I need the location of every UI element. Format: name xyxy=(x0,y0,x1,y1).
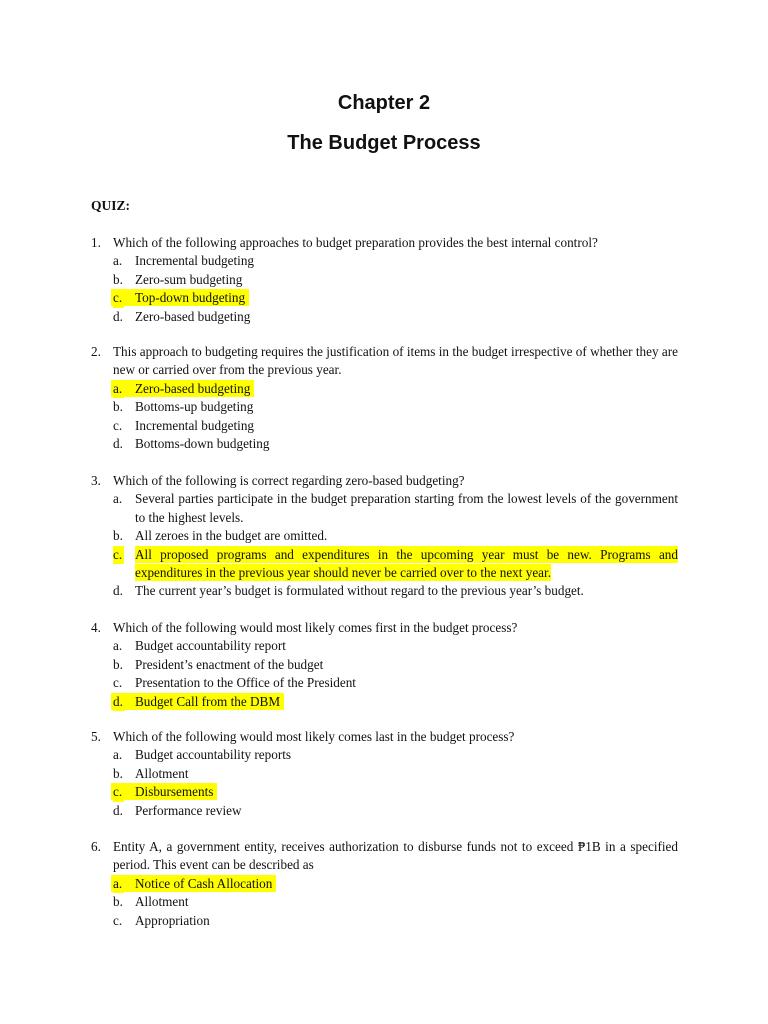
option-letter: a. xyxy=(113,875,124,893)
question-text: This approach to budgeting requires the justification of items in the budget irrespective of whether they are new or carried over from the previous year. xyxy=(113,344,678,378)
option-text: Budget accountability reports xyxy=(135,747,292,763)
answer-option xyxy=(91,435,678,453)
answer-option xyxy=(91,398,678,416)
question-3 xyxy=(91,472,678,601)
question-2 xyxy=(91,343,678,453)
option-letter: d. xyxy=(113,308,123,324)
highlighted-answer: Disbursements xyxy=(111,783,217,800)
answer-option xyxy=(91,893,678,911)
answer-option xyxy=(91,252,678,270)
question-6 xyxy=(91,838,678,930)
quiz-label: QUIZ: xyxy=(91,198,131,213)
question-text: Which of the following would most likely comes first in the budget process? xyxy=(113,620,518,635)
question-text: Which of the following approaches to budget preparation provides the best internal control? xyxy=(113,235,598,250)
answer-option xyxy=(91,765,678,783)
option-letter: b. xyxy=(113,271,123,287)
answer-option xyxy=(91,271,678,289)
option-letter: b. xyxy=(113,894,123,910)
option-letter: a. xyxy=(113,253,123,269)
answer-option xyxy=(91,783,678,801)
option-letter: a. xyxy=(113,380,124,398)
highlighted-answer: All proposed programs and expenditures in the upcoming year must be new. Programs and expenditures in the previous year should never be carried over to the next year. xyxy=(135,546,678,581)
option-letter: d. xyxy=(113,583,123,599)
answer-option xyxy=(91,693,678,711)
highlighted-answer: Notice of Cash Allocation xyxy=(111,875,276,892)
answer-option xyxy=(91,674,678,692)
option-text: Bottoms-down budgeting xyxy=(135,436,270,452)
option-letter: d. xyxy=(113,802,123,818)
answer-option xyxy=(91,308,678,326)
question-stem xyxy=(91,619,678,637)
option-text: The current year’s budget is formulated without regard to the previous year’s budget. xyxy=(135,583,584,599)
option-letter: c. xyxy=(113,783,124,801)
option-letter: c. xyxy=(113,675,123,691)
option-text: President’s enactment of the budget xyxy=(135,656,324,672)
question-number: 1. xyxy=(91,235,101,250)
option-letter: c. xyxy=(113,289,124,307)
answer-option xyxy=(91,875,678,893)
answer-option xyxy=(91,380,678,398)
answer-option xyxy=(91,289,678,307)
chapter-heading: Chapter 2 xyxy=(337,92,431,114)
option-letter: d. xyxy=(113,693,125,711)
option-text: Allotment xyxy=(135,765,189,781)
option-text: Zero-sum budgeting xyxy=(135,271,243,287)
option-text: Budget accountability report xyxy=(135,638,286,654)
question-number: 2. xyxy=(91,344,101,359)
option-letter: a. xyxy=(113,638,123,654)
option-text: Allotment xyxy=(135,894,189,910)
answer-option xyxy=(91,490,678,527)
option-text: Incremental budgeting xyxy=(135,417,255,433)
answer-option xyxy=(91,746,678,764)
option-letter: c. xyxy=(113,912,123,928)
answer-option xyxy=(91,527,678,545)
option-text: Presentation to the Office of the President xyxy=(135,675,356,691)
answer-option xyxy=(91,802,678,820)
option-text: Incremental budgeting xyxy=(135,253,255,269)
answer-option xyxy=(91,656,678,674)
question-number: 4. xyxy=(91,620,101,635)
highlighted-answer: Budget Call from the DBM xyxy=(111,693,284,710)
answer-option xyxy=(91,546,678,583)
chapter-title: The Budget Process xyxy=(287,132,481,154)
question-stem xyxy=(91,838,678,875)
question-text: Entity A, a government entity, receives authorization to disburse funds not to exceed ₱1B in a specified period. This event can be described as xyxy=(113,839,678,873)
highlighted-answer: Zero-based budgeting xyxy=(111,380,254,397)
answer-option xyxy=(91,417,678,435)
question-stem xyxy=(91,343,678,380)
answer-option xyxy=(91,637,678,655)
question-stem xyxy=(91,472,678,490)
option-text: All zeroes in the budget are omitted. xyxy=(135,528,328,544)
question-4 xyxy=(91,619,678,711)
option-text: Performance review xyxy=(135,802,242,818)
option-text: Bottoms-up budgeting xyxy=(135,399,254,415)
option-letter: b. xyxy=(113,656,123,672)
option-text: Zero-based budgeting xyxy=(135,308,251,324)
question-number: 5. xyxy=(91,729,101,744)
option-text: Appropriation xyxy=(135,912,210,928)
highlighted-answer: Top-down budgeting xyxy=(111,289,249,306)
option-letter: b. xyxy=(113,399,123,415)
option-letter: c. xyxy=(113,417,123,433)
answer-option xyxy=(91,582,678,600)
option-letter: a. xyxy=(113,491,123,507)
question-stem xyxy=(91,234,678,252)
option-letter: b. xyxy=(113,528,123,544)
question-number: 6. xyxy=(91,839,101,854)
option-letter: d. xyxy=(113,436,123,452)
option-text: Several parties participate in the budget preparation starting from the lowest levels of the government to the highest levels. xyxy=(135,491,678,525)
question-text: Which of the following is correct regarding zero-based budgeting? xyxy=(113,473,465,488)
option-letter: a. xyxy=(113,747,123,763)
question-text: Which of the following would most likely comes last in the budget process? xyxy=(113,729,515,744)
answer-option xyxy=(91,912,678,930)
option-letter: b. xyxy=(113,765,123,781)
question-stem xyxy=(91,728,678,746)
question-number: 3. xyxy=(91,473,101,488)
question-5 xyxy=(91,728,678,820)
option-letter: c. xyxy=(113,546,124,564)
question-1 xyxy=(91,234,678,326)
